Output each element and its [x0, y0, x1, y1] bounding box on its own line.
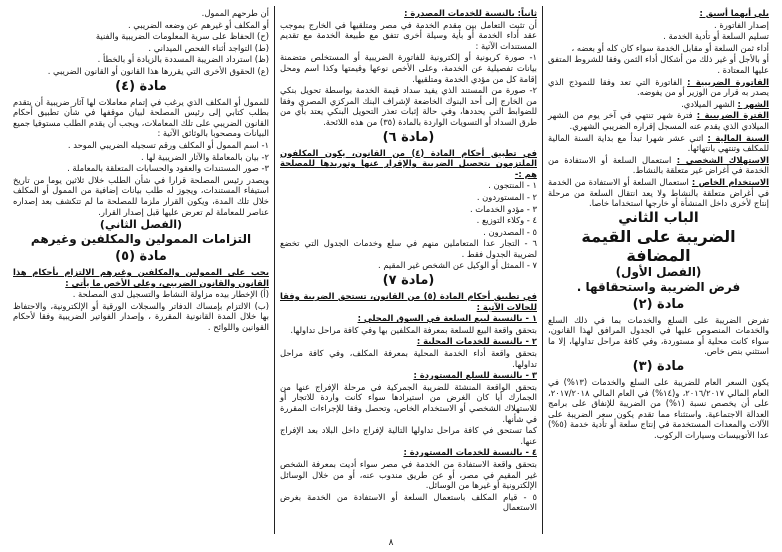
article-6-title: (مادة ٦)	[382, 129, 435, 145]
right-column	[542, 6, 774, 534]
paragraph: للممول أو المكلف الذي يرغب في إتمام معاملات لها آثار ضريبية أن يتقدم بطلب كتابي إلى رئيس المصلحة لبيان موقفها في شأن تطبيق أحكام القانون الضريبي على تلك المعاملات، ويجب أن يقدم الطلب مستوفيا جميع البيانات ومصحوبا بالوثائق الآتية :	[13, 96, 269, 139]
list-item: (أ) الإخطار بيده مزاولة النشاط والتسجيل لدى المصلحة .	[72, 289, 269, 300]
definition	[548, 99, 769, 110]
list-item: ٣ - مؤدو الخدمات .	[469, 203, 537, 214]
page-number: ٨	[388, 538, 394, 548]
list-item: (ظ) استرداد الضريبة المسددة بالزيادة أو بالخطأ .	[97, 54, 269, 65]
definition	[548, 110, 769, 131]
paragraph: ٥ - قيام المكلف باستعمال السلعة أو الاستفادة من الخدمة بغرض الاستعمال	[280, 491, 537, 513]
list-item: (ح) الحفاظ على سرية المعلومات الضريبية والفنية	[95, 31, 269, 42]
definition	[548, 155, 769, 176]
definition-text: الشهر الميلادي.	[681, 98, 735, 109]
definition-term: السنة المالية :	[707, 132, 770, 143]
article-2-text: تفرض الضريبة على السلع والخدمات بما في ذلك السلع والخدمات المنصوص عليها في الجدول المرافق لهذا القانون، سواء كانت محلية أو مستوردة، وفي كافة مراحل تداولها، إلا ما استثني بنص خاص.	[548, 314, 769, 357]
intro-heading: بلي أيهما أسبق :	[699, 8, 769, 18]
article-6-intro: في تطبيق أحكام المادة (٤) من القانون، يكون المكلفون الملتزمون بتحصيل الضريبة والإقرار عنها وتوريدها للمصلحة هم :-	[280, 147, 538, 179]
article-7-title: (مادة ٧)	[382, 273, 435, 289]
article-3-text: يكون السعر العام للضريبة على السلع والخدمات (١٣%) في العام المالي ٢٠١٦/٢٠١٧، و(١٤%) في العام المالي ٢٠١٧/٢٠١٨، على أن يخصص نسبة (١%) من الضريبة للإنفاق على برامج العدالة الاجتماعية. واستثناء مما تقدم يكون سعر الضريبة على الآلات والمعدات المستخدمة في إنتاج سلعة أو تأدية خدمة (٥%) عدا الأتوبيسات وسيارات الركوب.	[548, 377, 769, 441]
left-column	[8, 6, 274, 534]
definition	[548, 77, 769, 98]
subsection-heading: ٤ - بالنسبة للخدمات المستوردة :	[403, 447, 537, 458]
definition-term: الاستهلاك الشخصي :	[676, 154, 769, 165]
paragraph: بتحقق واقعة الاستفادة من الخدمة في مصر سواء أديت بمعرفة الشخص غير المقيم في مصر، أو عن طريق مندوب عنه، أو من خلال الوسائل الإلكترونية أو غيرها من الوسائل.	[280, 458, 537, 491]
intro-item: إصدار الفاتورة .	[714, 19, 769, 30]
list-item: ٢- بيان بالمعاملة والآثار الضريبية لها .	[140, 151, 269, 162]
intro-item: تسليم السلعة أو تأدية الخدمة .	[663, 31, 769, 42]
subsection-heading: ٢ - بالنسبة للخدمات المحلية :	[416, 336, 537, 347]
section-heading: ثانياً: بالنسبة للخدمات المصدرة :	[404, 8, 537, 18]
article-7-intro: في تطبيق أحكام المادة (٥) من القانون، تستحق الضريبة وفقا للحالات الآتية :	[280, 291, 537, 312]
article-5-title: مادة (٥)	[115, 249, 167, 265]
part-title: الباب الثاني	[618, 209, 699, 226]
intro-item: أو بالأجل أو غير ذلك من أشكال أداء الثمن وفقا للشروط المتفق عليها المعتادة .	[548, 54, 769, 75]
list-item: (ع) الحقوق الأخرى التي يقررها هذا القانون أو القانون الضريبي .	[47, 65, 269, 76]
list-item: أو المكلف أو غيرهم عن وضعه الضريبي .	[127, 19, 269, 30]
article-5-intro: يجب على الممولين والمكلفين وغيرهم الالتزام بأحكام هذا القانون والقانون الضريبي، وعلى الأخص ما يأتي :	[13, 267, 269, 288]
article-2-title: مادة (٢)	[632, 296, 685, 312]
definition-term: الفترة الضريبية :	[696, 110, 769, 121]
list-item: ٢ - المستوردون .	[476, 191, 537, 202]
definition-text: استعمال السلعة أو الاستفادة من الخدمة في أغراض غير متعلقة بالنشاط.	[548, 154, 769, 176]
paragraph: بتحقق الواقعة المنشئة للضريبة الجمركية في مرحلة الإفراج عنها من الجمارك أيا كان الغرض من استيرادها سواء كانت واردة للاتجار أو للاستهلاك الشخصي أو الاستخدام الخاص، وتحصل وفقا للإجراءات المقررة في شأنها.	[280, 381, 537, 424]
definition-text: اثني عشر شهرا تبدأ مع بداية السنة المالية للمكلف وتنتهي بانتهائها.	[548, 132, 769, 154]
list-item: ١- صورة كربونية أو إلكترونية للفاتورة الضريبية أو المستخلص متضمنة بيانات تفصيلية عن الخدمة، وعلى الأخص نوعها وقيمتها وكذا اسم ومحل إقامة كل من مؤدي الخدمة ومتلقيها.	[280, 52, 537, 84]
list-item: ١- اسم الممول أو المكلف ورقم تسجيله الضريبي الموحد .	[67, 139, 269, 150]
definition-term: الفاتورة الضريبية :	[687, 76, 769, 87]
definition-text: فترة شهر تنتهي في آخر يوم من الشهر الميلادي الذي يقدم عنه المسجل إقراره الضريبي الشهري.	[548, 110, 769, 131]
definition	[548, 133, 769, 154]
definition-text: الفاتورة التي تعد وفقا للنموذج الذي يصدر به قرار من الوزير أو من يفوضه.	[548, 76, 769, 98]
list-item: ٥ - المصدرون .	[483, 226, 537, 237]
list-item: ٢- صورة من المستند الذي يفيد سداد قيمة الخدمة بواسطة تحويل بنكي من الخارج إلى أحد البنوك الخاضعة لإشراف البنك المركزي المصري وفقا للضوابط التي يحددها، وفي حالة إثبات تعذر التحويل البنكي يعتد بأي من طرق السداد أو التسويات الواردة بالمادة (٣٥) من هذه اللائحة.	[280, 85, 537, 127]
chapter-title: (الفصل الأول)	[615, 264, 702, 279]
chapter-subtitle: فرض الضريبة واستحقاقها .	[576, 279, 741, 294]
subsection-heading: ١ - بالنسبة لبيع السلعة في السوق المحلي :	[357, 313, 537, 324]
article-3-title: مادة (٣)	[632, 359, 685, 375]
list-item: ٤ - وكلاء التوزيع .	[476, 215, 537, 226]
paragraph: ويصدر رئيس المصلحة قرارا في شأن الطلب خلال ثلاثين يوما من تاريخ استيفاء المستندات، ويجوز له طلب بيانات إضافية من الممول أو المكلف خلال تلك المدة، ويكون القرار ملزما للمصلحة ما لم تتكشف بعد إصداره عناصر للمعاملة لم تعرض عليها قبل إصدار القرار.	[13, 174, 269, 217]
list-item: (ط) التواجد أثناء الفحص الميداني .	[148, 42, 269, 53]
list-item: (ب) الالتزام بإمساك الدفاتر والسجلات الورقية أو الإلكترونية، والاحتفاظ بها خلال المدة القانونية المقررة ، وإصدار الفواتير الضريبية وفقا لأحكام القوانين واللوائح .	[13, 300, 269, 333]
paragraph: كما تستحق في كافة مراحل تداولها التالية لإفراج داخل البلاد بعد الإفراج عنها.	[280, 425, 537, 446]
list-item: ٣- صور المستندات والعقود والحسابات المتعلقة بالمعاملة .	[67, 163, 269, 174]
middle-column	[274, 6, 542, 534]
chapter-2-subtitle: التزامات الممولين والمكلفين وغيرهم	[30, 232, 252, 247]
list-item: ٦ - التجار عدا المتعاملين منهم في سلع وخدمات الجدول التي تخضع لضريبة الجدول فقط .	[280, 238, 537, 259]
document-page	[8, 6, 774, 534]
paragraph: أن تثبت التعامل بين مقدم الخدمة في مصر ومتلقيها في الخارج بموجب عقد أداء الخدمة أو بأية وسيلة أخرى تتفق مع طبيعة الخدمة مع تقديم المستندات الآتية :	[280, 19, 537, 51]
article-4-title: مادة (٤)	[115, 78, 167, 94]
definition-text: استعمال السلعة أو الاستفادة من الخدمة في أغراض متعلقة بالنشاط ولا يعد انتقال السلعة من مرحلة إنتاج لأخرى داخل المنشأة أو خارجها استخداما خاصا.	[548, 176, 769, 209]
paragraph: بتحقق واقعة البيع للسلعة بمعرفة المكلفين بها وفي كافة مراحل تداولها.	[290, 324, 537, 335]
paragraph: بتحقق واقعة أداء الخدمة المحلية بمعرفة المكلف، وفي كافة مراحل تداولها.	[280, 348, 537, 369]
subsection-heading: ٣ - بالنسبة للسلع المستوردة :	[413, 370, 537, 381]
list-item: ٧ - الممثل أو الوكيل عن الشخص غير المقيم .	[378, 260, 537, 271]
list-item: ١ - المنتجون .	[488, 180, 537, 191]
chapter-2-title: (الفصل الثاني)	[99, 218, 183, 232]
intro-item: أداء ثمن السلعة أو مقابل الخدمة سواء كان كله أو بعضه ،	[571, 42, 769, 53]
list-item: أن طرحهم الممول.	[201, 8, 269, 18]
definition	[548, 177, 769, 209]
definition-term: الاستخدام الخاص :	[691, 176, 770, 187]
definition-term: الشهر :	[737, 98, 769, 109]
tax-title: الضريبة على القيمة المضافة	[581, 226, 736, 265]
